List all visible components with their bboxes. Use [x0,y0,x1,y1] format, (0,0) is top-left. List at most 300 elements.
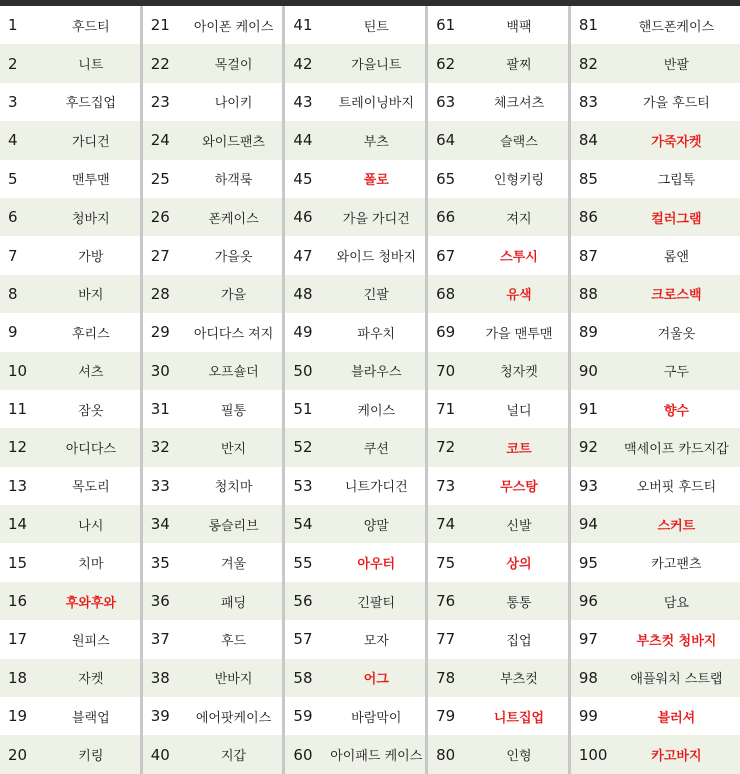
keyword-label: 롱슬리브 [208,518,259,534]
ranking-row [285,6,425,44]
keyword-label: 무스탕 [500,480,538,496]
ranking-row [428,121,568,159]
keyword-label: 부츠컷 청바지 [636,633,717,649]
rank-number: 15 [8,553,28,572]
ranking-row [571,428,740,466]
ranking-row [571,198,740,236]
keyword-label: 바람막이 [351,710,402,726]
rank-number: 71 [436,400,456,419]
ranking-row [428,6,568,44]
rank-number: 23 [150,92,170,111]
ranking-row [0,160,140,198]
rank-number: 80 [436,745,456,764]
keyword-label: 핸드폰케이스 [638,19,715,35]
rank-number: 85 [578,169,598,188]
ranking-row [428,505,568,543]
ranking-row [571,6,740,44]
ranking-row [0,313,140,351]
keyword-label: 겨울옷 [657,326,696,342]
rank-number: 87 [578,246,598,265]
ranking-row [428,467,568,505]
ranking-column [143,6,286,774]
ranking-row [285,352,425,390]
keyword-label: 맨투맨 [72,173,110,189]
keyword-label: 목걸이 [214,58,253,74]
rank-number: 97 [578,630,598,649]
ranking-row [285,83,425,121]
rank-number: 26 [150,208,170,227]
keyword-label: 청치마 [214,480,253,496]
keyword-label: 구두 [663,365,689,381]
rank-number: 89 [578,323,598,342]
ranking-row [285,390,425,428]
keyword-label: 나이키 [214,96,253,112]
ranking-row [285,543,425,581]
rank-number: 8 [8,284,18,303]
keyword-label: 부츠컷 [500,672,538,688]
ranking-row [0,275,140,313]
ranking-row [571,83,740,121]
ranking-row [285,505,425,543]
ranking-row [0,697,140,735]
rank-number: 100 [578,745,608,764]
ranking-row [428,735,568,773]
keyword-label: 상의 [506,557,532,573]
ranking-row [143,543,283,581]
rank-number: 68 [436,284,456,303]
rank-number: 1 [8,16,18,35]
ranking-row [428,198,568,236]
rank-number: 30 [150,361,170,380]
rank-number: 7 [8,246,18,265]
rank-number: 46 [293,208,313,227]
rank-number: 43 [293,92,313,111]
keyword-label: 양말 [363,518,389,534]
keyword-label: 자켓 [78,672,104,688]
rank-number: 47 [293,246,313,265]
ranking-row [143,198,283,236]
rank-number: 12 [8,438,28,457]
keyword-label: 아디다스 [65,441,116,457]
keyword-label: 크로스백 [651,288,702,304]
rank-number: 13 [8,476,28,495]
rank-number: 36 [150,592,170,611]
ranking-row [428,428,568,466]
ranking-row [285,735,425,773]
ranking-row [0,236,140,274]
ranking-row [143,160,283,198]
rank-number: 18 [8,668,28,687]
keyword-label: 컬러그램 [651,211,702,227]
keyword-label: 키링 [78,749,104,765]
keyword-label: 카고바지 [651,749,702,765]
ranking-row [143,352,283,390]
rank-number: 75 [436,553,456,572]
keyword-label: 인형 [506,749,532,765]
rank-number: 93 [578,476,598,495]
rank-number: 19 [8,707,28,726]
ranking-row [285,697,425,735]
ranking-row [143,620,283,658]
ranking-row [428,44,568,82]
rank-number: 95 [578,553,598,572]
ranking-row [571,236,740,274]
keyword-label: 부츠 [363,134,389,150]
keyword-label: 백팩 [506,19,532,35]
keyword-label: 애플워치 스트랩 [630,672,723,688]
ranking-row [0,121,140,159]
ranking-row [428,620,568,658]
keyword-label: 스커트 [657,518,696,534]
ranking-row [571,505,740,543]
ranking-column [428,6,571,774]
ranking-row [428,659,568,697]
rank-number: 40 [150,745,170,764]
ranking-row [143,428,283,466]
rank-number: 44 [293,131,313,150]
keyword-label: 가방 [78,250,104,266]
ranking-row [571,735,740,773]
ranking-row [571,352,740,390]
keyword-label: 통통 [506,595,532,611]
ranking-row [0,44,140,82]
ranking-row [571,620,740,658]
rank-number: 50 [293,361,313,380]
rank-number: 67 [436,246,456,265]
keyword-label: 신발 [506,518,532,534]
ranking-row [285,121,425,159]
rank-number: 54 [293,515,313,534]
ranking-row [0,505,140,543]
ranking-row [285,659,425,697]
rank-number: 60 [293,745,313,764]
ranking-row [571,659,740,697]
keyword-label: 슬랙스 [500,134,538,150]
ranking-row [571,44,740,82]
ranking-row [285,620,425,658]
keyword-label: 가을 맨투맨 [485,326,553,342]
keyword-label: 에어팟케이스 [195,710,272,726]
rank-number: 70 [436,361,456,380]
keyword-label: 후드 [220,633,247,649]
keyword-label: 롬앤 [663,250,689,266]
ranking-row [571,160,740,198]
rank-number: 27 [150,246,170,265]
rank-number: 3 [8,92,18,111]
rank-number: 99 [578,707,598,726]
rank-number: 2 [8,54,18,73]
keyword-label: 모자 [363,633,389,649]
rank-number: 32 [150,438,170,457]
rank-number: 88 [578,284,598,303]
ranking-row [428,83,568,121]
rank-number: 39 [150,707,170,726]
keyword-label: 하객룩 [214,173,253,189]
rank-number: 77 [436,630,456,649]
ranking-row [285,467,425,505]
keyword-label: 가을 가디건 [342,211,410,227]
rank-number: 57 [293,630,313,649]
keyword-label: 틴트 [363,19,389,35]
ranking-row [571,543,740,581]
keyword-label: 어그 [363,672,389,688]
ranking-row [143,467,283,505]
keyword-label: 케이스 [357,403,396,419]
keyword-label: 잠옷 [78,403,104,419]
keyword-label: 목도리 [72,480,110,496]
keyword-label: 팔찌 [506,58,532,74]
rank-number: 37 [150,630,170,649]
rank-number: 14 [8,515,28,534]
ranking-row [0,543,140,581]
keyword-label: 가죽자켓 [651,134,702,150]
keyword-label: 아이패드 케이스 [330,749,423,765]
rank-number: 92 [578,438,598,457]
ranking-row [143,313,283,351]
keyword-label: 후드집업 [65,96,116,112]
keyword-label: 그립톡 [657,173,696,189]
keyword-label: 코트 [506,441,532,457]
ranking-row [428,275,568,313]
keyword-label: 패딩 [220,595,247,611]
rank-number: 33 [150,476,170,495]
ranking-row [285,428,425,466]
rank-number: 83 [578,92,598,111]
keyword-label: 유색 [506,288,532,304]
rank-number: 29 [150,323,170,342]
keyword-label: 바지 [78,288,104,304]
rank-number: 78 [436,668,456,687]
rank-number: 65 [436,169,456,188]
ranking-row [571,467,740,505]
ranking-row [0,735,140,773]
keyword-label: 지갑 [220,749,247,765]
keyword-label: 니트가디건 [344,480,408,496]
ranking-row [571,275,740,313]
rank-number: 74 [436,515,456,534]
rank-number: 61 [436,16,456,35]
ranking-row [0,352,140,390]
rank-number: 17 [8,630,28,649]
rank-number: 53 [293,476,313,495]
rank-number: 55 [293,553,313,572]
ranking-row [428,352,568,390]
ranking-row [143,735,283,773]
ranking-row [428,313,568,351]
ranking-column [571,6,740,774]
ranking-row [143,236,283,274]
ranking-row [0,428,140,466]
keyword-label: 블러셔 [657,710,696,726]
keyword-ranking-table [0,6,740,774]
rank-number: 21 [150,16,170,35]
keyword-label: 후리스 [72,326,110,342]
rank-number: 84 [578,131,598,150]
ranking-row [143,121,283,159]
rank-number: 72 [436,438,456,457]
ranking-row [285,582,425,620]
ranking-row [143,659,283,697]
ranking-row [0,659,140,697]
keyword-label: 스투시 [500,250,538,266]
keyword-label: 가디건 [72,134,110,150]
keyword-label: 청자켓 [500,365,538,381]
ranking-row [0,620,140,658]
keyword-label: 가을 [220,288,247,304]
ranking-column [0,6,143,774]
keyword-label: 가을니트 [351,58,402,74]
ranking-row [571,582,740,620]
rank-number: 98 [578,668,598,687]
rank-number: 6 [8,208,18,227]
ranking-row [143,505,283,543]
rank-number: 34 [150,515,170,534]
keyword-label: 아이폰 케이스 [193,19,274,35]
keyword-label: 담요 [663,595,689,611]
keyword-label: 니트집업 [493,710,545,726]
ranking-row [285,44,425,82]
rank-number: 81 [578,16,598,35]
rank-number: 69 [436,323,456,342]
keyword-label: 후드티 [72,19,110,35]
rank-number: 24 [150,131,170,150]
rank-number: 25 [150,169,170,188]
keyword-label: 와이드팬츠 [202,134,265,150]
keyword-label: 반지 [220,441,247,457]
keyword-label: 맥세이프 카드지갑 [624,441,729,457]
ranking-row [285,275,425,313]
ranking-row [571,121,740,159]
keyword-label: 필통 [220,403,247,419]
keyword-label: 가을옷 [214,250,253,266]
keyword-label: 향수 [663,403,689,419]
rank-number: 82 [578,54,598,73]
rank-number: 20 [8,745,28,764]
rank-number: 5 [8,169,18,188]
ranking-row [428,697,568,735]
rank-number: 56 [293,592,313,611]
ranking-row [428,390,568,428]
keyword-label: 오프숄더 [208,365,259,381]
rank-number: 35 [150,553,170,572]
rank-number: 4 [8,131,18,150]
rank-number: 62 [436,54,456,73]
ranking-row [143,390,283,428]
rank-number: 49 [293,323,313,342]
keyword-label: 인형키링 [493,173,545,189]
keyword-label: 폰케이스 [208,211,259,227]
ranking-row [285,313,425,351]
keyword-label: 블라우스 [351,365,402,381]
rank-number: 38 [150,668,170,687]
ranking-row [143,275,283,313]
keyword-label: 아디다스 져지 [193,326,274,342]
keyword-label: 나시 [78,518,104,534]
rank-number: 10 [8,361,28,380]
keyword-label: 져지 [506,211,532,227]
keyword-label: 체크셔츠 [493,96,545,112]
ranking-row [0,6,140,44]
rank-number: 11 [8,400,28,419]
rank-number: 48 [293,284,313,303]
rank-number: 96 [578,592,598,611]
keyword-label: 원피스 [72,633,110,649]
ranking-row [428,236,568,274]
ranking-row [428,543,568,581]
rank-number: 31 [150,400,170,419]
rank-number: 63 [436,92,456,111]
rank-number: 16 [8,592,28,611]
ranking-row [285,160,425,198]
keyword-label: 폴로 [363,173,389,189]
ranking-row [571,697,740,735]
rank-number: 64 [436,131,456,150]
keyword-label: 집업 [506,633,532,649]
keyword-label: 블랙업 [72,710,110,726]
rank-number: 52 [293,438,313,457]
ranking-row [0,390,140,428]
rank-number: 66 [436,208,456,227]
rank-number: 9 [8,323,18,342]
keyword-label: 후와후와 [65,595,116,611]
keyword-label: 카고팬츠 [651,557,702,573]
ranking-row [285,198,425,236]
rank-number: 90 [578,361,598,380]
ranking-row [0,198,140,236]
rank-number: 58 [293,668,313,687]
ranking-row [143,6,283,44]
ranking-row [143,697,283,735]
ranking-row [571,390,740,428]
keyword-label: 오버핏 후드티 [636,480,717,496]
keyword-label: 반팔 [663,58,689,74]
keyword-label: 겨울 [220,557,247,573]
rank-number: 42 [293,54,313,73]
ranking-row [0,582,140,620]
keyword-label: 긴팔 [363,288,389,304]
keyword-label: 반바지 [214,672,253,688]
ranking-row [428,160,568,198]
rank-number: 28 [150,284,170,303]
rank-number: 73 [436,476,456,495]
ranking-row [0,467,140,505]
ranking-row [0,83,140,121]
rank-number: 59 [293,707,313,726]
rank-number: 45 [293,169,313,188]
keyword-label: 셔츠 [78,365,104,381]
keyword-label: 청바지 [72,211,110,227]
rank-number: 91 [578,400,598,419]
ranking-row [428,582,568,620]
rank-number: 86 [578,208,598,227]
keyword-label: 긴팔티 [357,595,396,611]
keyword-label: 널디 [506,403,532,419]
keyword-label: 파우치 [357,326,396,342]
ranking-row [143,582,283,620]
keyword-label: 와이드 청바지 [336,250,416,266]
keyword-label: 가을 후드티 [642,96,710,112]
keyword-label: 니트 [78,58,104,74]
keyword-label: 아우터 [357,557,396,573]
rank-number: 94 [578,515,598,534]
ranking-row [143,83,283,121]
ranking-row [143,44,283,82]
keyword-label: 쿠션 [363,441,389,457]
ranking-row [571,313,740,351]
ranking-row [285,236,425,274]
rank-number: 41 [293,16,313,35]
rank-number: 79 [436,707,456,726]
